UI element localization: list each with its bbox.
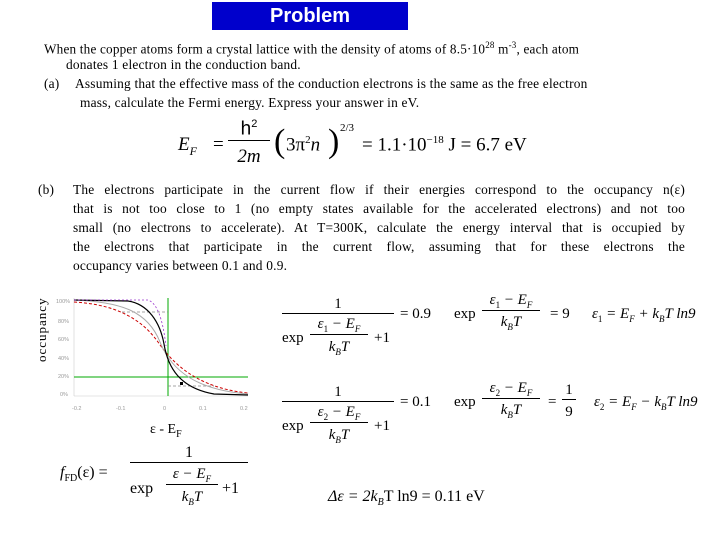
part-b-line4: the electrons that participate in the current flow, assuming that for these electrons the: [73, 239, 685, 254]
part-a-line1: Assuming that the effective mass of the conduction electrons is the same as the free electron: [75, 76, 588, 91]
part-b-line5: occupancy varies between 0.1 and 0.9.: [73, 258, 288, 273]
x-tick-02: 0.2: [240, 406, 248, 412]
part-a-line2: mass, calculate the Fermi energy. Express your answer in eV.: [80, 95, 420, 110]
x-tick-01: 0.1: [199, 406, 207, 412]
y-tick-labels: [56, 299, 70, 398]
part-b-label: (b): [38, 182, 55, 197]
part-b-line2: that is not too close to 1 (no empty states available for the accelerated electrons) and not too: [73, 201, 685, 216]
x-tick-labels: [72, 406, 248, 412]
y-tick-100: 100%: [56, 299, 71, 305]
energy-interval-result: $\Delta\varepsilon = 2k_BT$ ln9 = 0.11 eV: [328, 488, 485, 509]
y-tick-0: 0%: [60, 392, 68, 398]
part-a-label: (a): [44, 76, 60, 91]
equation-occupancy-01: 1 exp $\varepsilon_2 - E_F$ $k_BT$ +1 = 0.1 exp $\varepsilon_2 - E_F$ $k_BT$ = 1 9 $\varepsilon_2 = E_F - k_BT$ ln9: [282, 380, 698, 445]
plot-x-label: ε - $E_F$: [150, 422, 182, 440]
intro-text: When the copper atoms form a crystal lattice with the density of atoms of $8.5\cdot 10^{28}$ $m^{-3}$, each atom: [44, 40, 580, 57]
occupancy-plot: [48, 292, 260, 414]
fermi-dirac-equation: $f_{FD}(\varepsilon)$ = 1 exp $\varepsilon - E_F$ $k_BT$ +1: [60, 444, 260, 524]
y-tick-40: 40%: [58, 356, 70, 362]
y-tick-20: 20%: [58, 374, 70, 380]
marker-point: [180, 382, 183, 385]
x-tick-0: 0: [163, 406, 167, 412]
y-tick-80: 80%: [58, 319, 70, 325]
x-tick-neg02: -0.2: [72, 406, 82, 412]
part-b-line3: small (no electrons to accelerate). At T=300K, calculate the energy interval that is occupied by: [73, 220, 685, 235]
black-curve: [74, 300, 248, 395]
part-b-line1: The electrons participate in the current flow if their energies correspond to the occupancy n(ε): [73, 182, 685, 197]
plot-y-label: occupancy: [34, 297, 49, 362]
intro-text-line2: donates 1 electron in the conduction band.: [66, 57, 301, 72]
slide-title: Problem: [212, 2, 408, 30]
red-curve: [74, 302, 248, 393]
equation-occupancy-09: 1 exp $\varepsilon_1 - E_F$ $k_BT$ +1 = 0.9 exp $\varepsilon_1 - E_F$ $k_BT$ = 9 $\varepsilon_1 = E_F + k_BT$ ln9: [282, 292, 696, 357]
fermi-energy-equation: $E_F$ = $h^2$ 2m ( $3\pi^2n$ ) 2/3 = $1.1\cdot 10^{-18}$ J = 6.7 eV: [178, 118, 527, 167]
y-tick-60: 60%: [58, 337, 70, 343]
x-tick-neg01: -0.1: [116, 406, 126, 412]
